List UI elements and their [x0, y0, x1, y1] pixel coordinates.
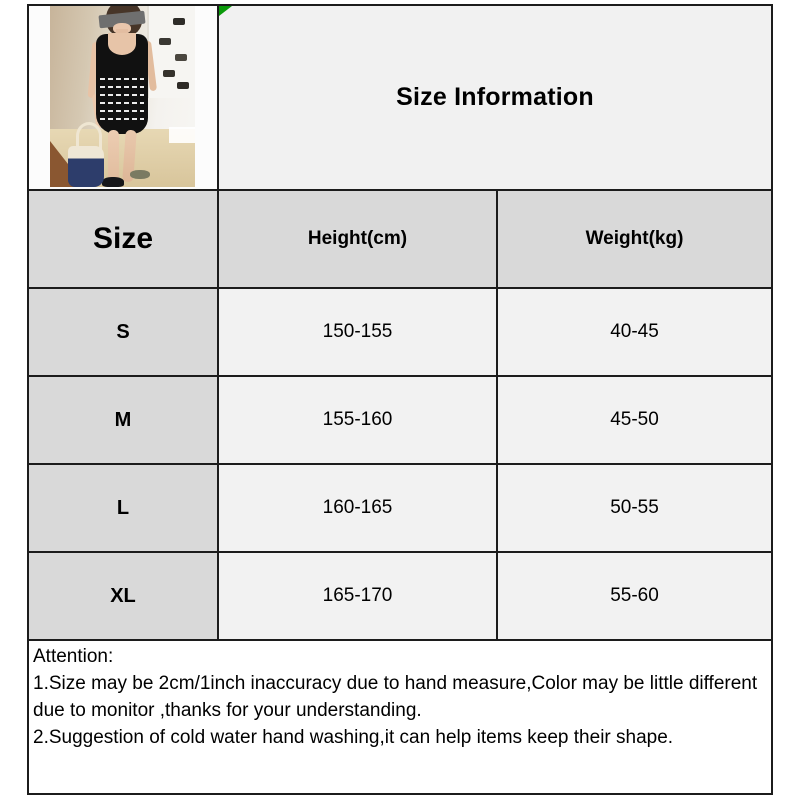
size-sheet	[27, 4, 773, 795]
top-row	[29, 6, 771, 191]
height-value-cell: 165-170	[219, 553, 498, 639]
model-shoe-right	[130, 170, 150, 179]
product-photo	[50, 6, 195, 187]
photo-shelf-shoes	[173, 18, 185, 25]
table-row	[29, 289, 771, 377]
weight-value-cell: 40-45	[498, 289, 771, 375]
weight-value-cell: 45-50	[498, 377, 771, 463]
corner-marker-icon	[219, 6, 232, 16]
model-shoe-left	[102, 177, 124, 187]
dress-text-print	[100, 78, 144, 122]
table-header-row	[29, 191, 771, 289]
attention-note-1: 1.Size may be 2cm/1inch inaccuracy due to hand measure,Color may be little different due to monitor ,thanks for your understanding.	[33, 673, 758, 721]
weight-value-cell: 50-55	[498, 465, 771, 551]
photo-baseboard	[169, 127, 195, 143]
handbag-body	[68, 146, 104, 187]
size-label-cell: XL	[29, 553, 219, 639]
height-value-cell: 150-155	[219, 289, 498, 375]
product-photo-cell	[29, 6, 219, 189]
page-title: Size Information	[396, 83, 594, 111]
attention-section	[29, 641, 771, 793]
black-dress	[96, 34, 148, 134]
height-value-cell: 160-165	[219, 465, 498, 551]
column-header-size: Size	[29, 191, 219, 287]
size-label-cell: L	[29, 465, 219, 551]
height-value-cell: 155-160	[219, 377, 498, 463]
size-label-cell: M	[29, 377, 219, 463]
weight-value-cell: 55-60	[498, 553, 771, 639]
table-row	[29, 377, 771, 465]
title-cell	[219, 6, 771, 189]
dress-neckline	[108, 33, 136, 55]
column-header-weight: Weight(kg)	[585, 228, 684, 249]
attention-note-2: 2.Suggestion of cold water hand washing,it can help items keep their shape.	[33, 727, 674, 748]
table-row	[29, 553, 771, 641]
column-header-height: Height(cm)	[219, 191, 498, 287]
attention-heading: Attention:	[33, 646, 114, 667]
table-row	[29, 465, 771, 553]
size-label-cell: S	[29, 289, 219, 375]
